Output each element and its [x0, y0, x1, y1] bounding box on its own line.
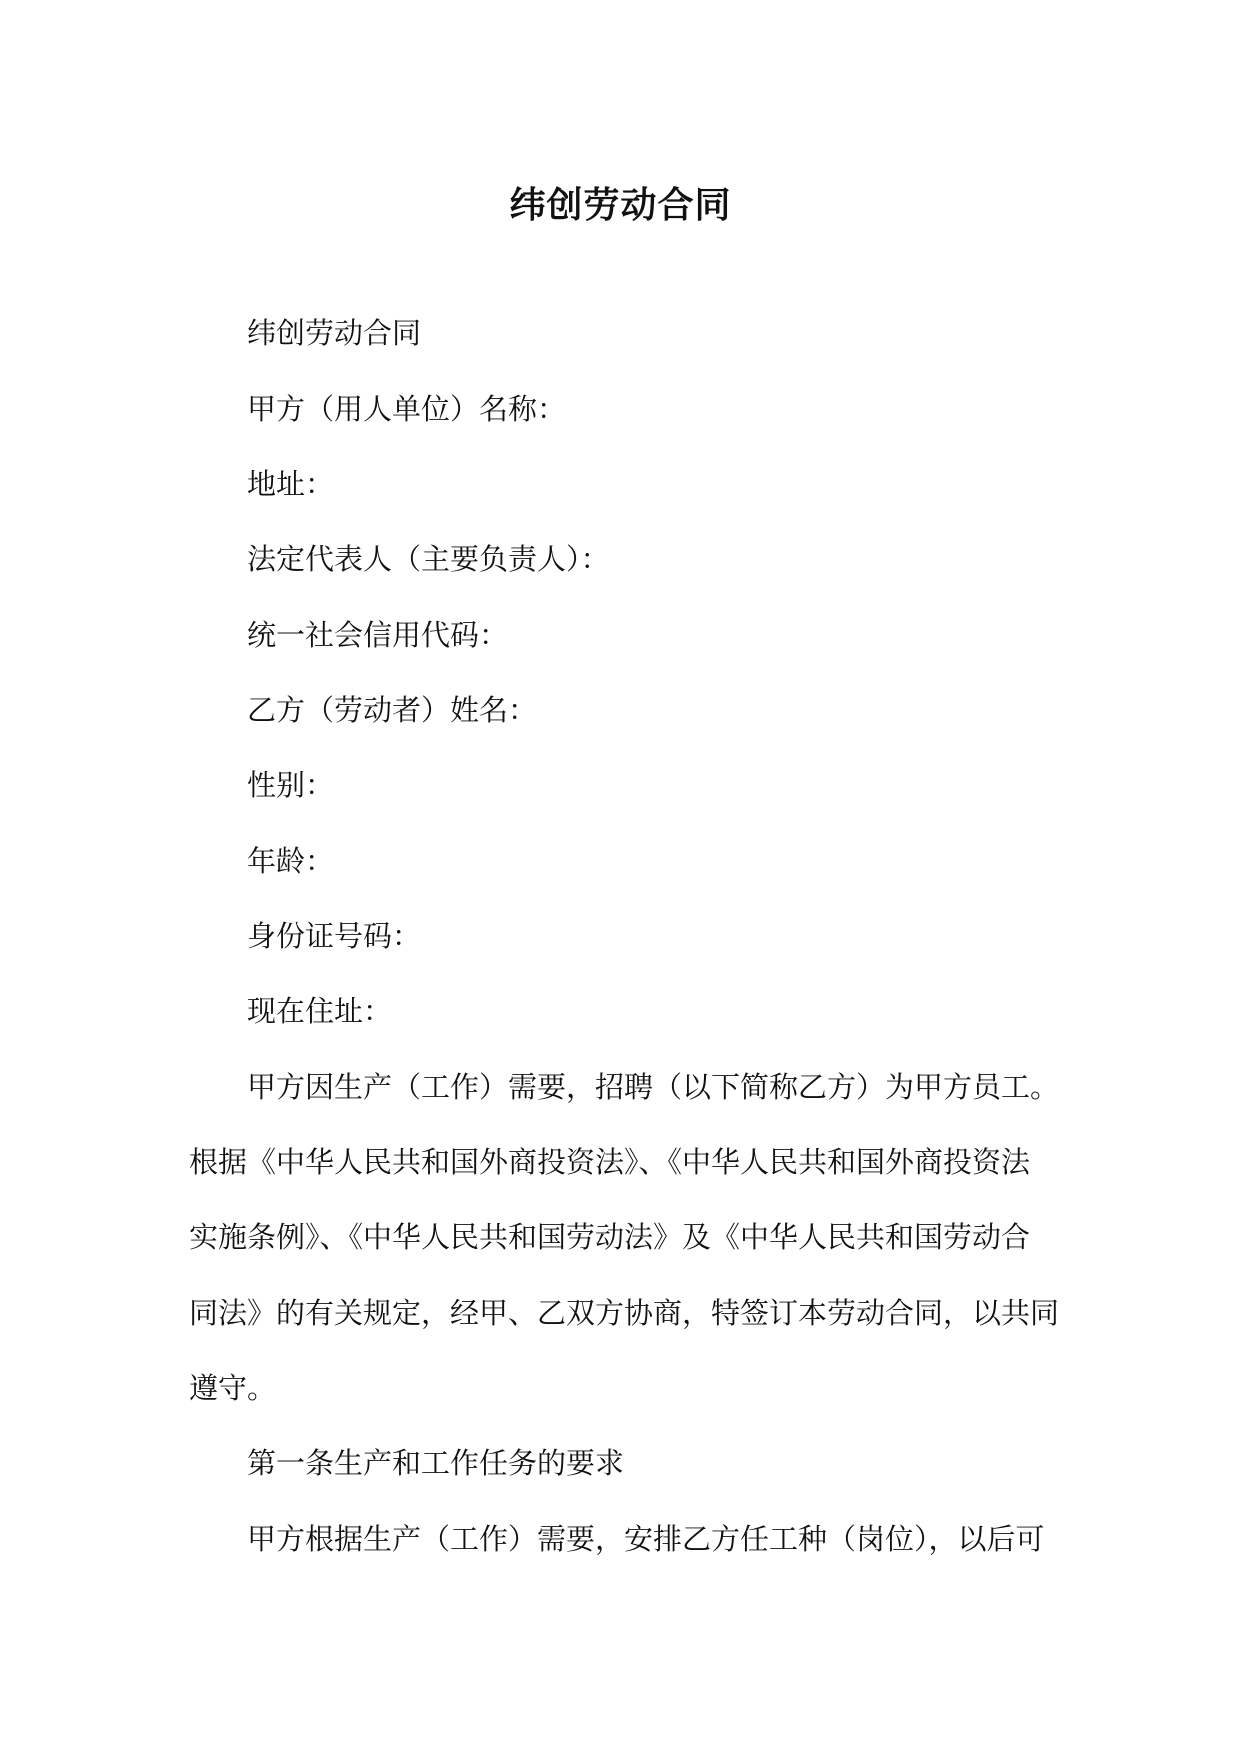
age-field: 年龄：: [247, 844, 335, 878]
paragraph-line: 根据《中华人民共和国外商投资法》、《中华人民共和国外商投资法: [189, 1145, 1031, 1179]
address-field: 地址：: [247, 467, 335, 501]
party-b-name-field: 乙方（劳动者）姓名：: [247, 693, 538, 727]
article-1-heading: 第一条生产和工作任务的要求: [247, 1446, 625, 1480]
paragraph-line: 同法》的有关规定，经甲、乙双方协商，特签订本劳动合同，以共同: [189, 1296, 1060, 1330]
paragraph-line: 遵守。: [189, 1371, 277, 1405]
article-1-text: 甲方根据生产（工作）需要，安排乙方任工种（岗位），以后可: [247, 1522, 1045, 1556]
current-address-field: 现在住址：: [247, 994, 393, 1028]
paragraph-line: 甲方因生产（工作）需要，招聘（以下简称乙方）为甲方员工。: [247, 1070, 1060, 1104]
paragraph-line: 实施条例》、《中华人民共和国劳动法》及《中华人民共和国劳动合: [189, 1220, 1031, 1254]
party-a-name-field: 甲方（用人单位）名称：: [247, 392, 567, 426]
contract-name-line: 纬创劳动合同: [247, 316, 422, 350]
legal-representative-field: 法定代表人（主要负责人）：: [247, 542, 610, 576]
gender-field: 性别：: [247, 768, 335, 802]
id-number-field: 身份证号码：: [247, 919, 422, 953]
credit-code-field: 统一社会信用代码：: [247, 618, 509, 652]
document-title: 纬创劳动合同: [509, 185, 732, 226]
